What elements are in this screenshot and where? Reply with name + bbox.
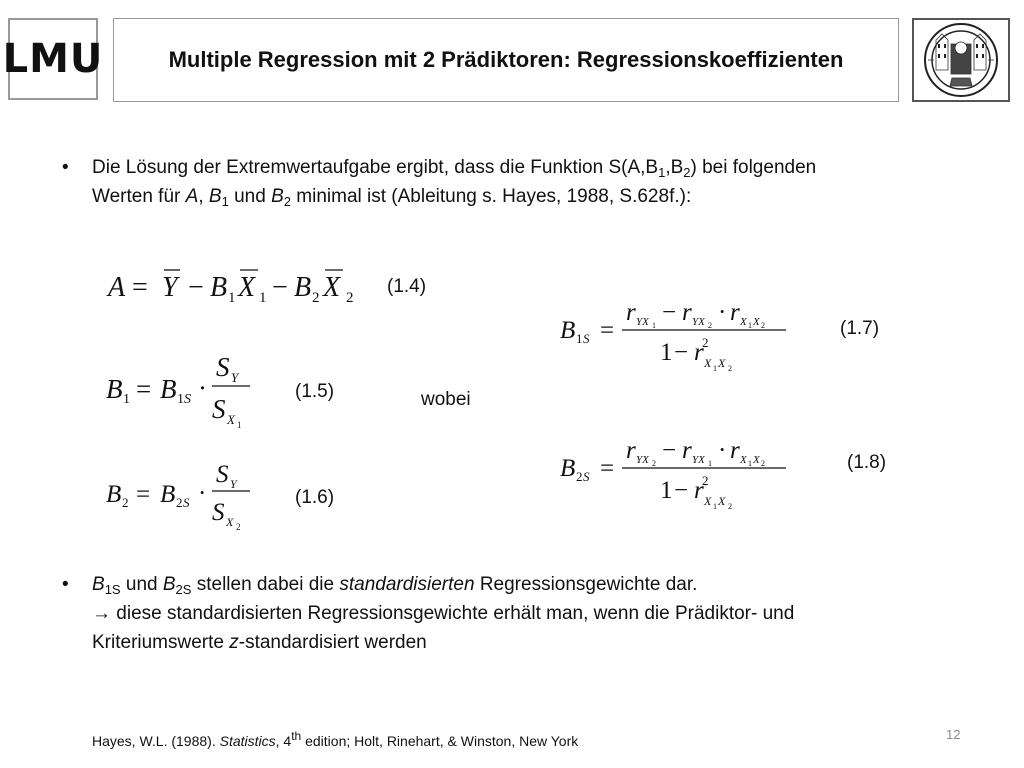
svg-text:A: A bbox=[108, 272, 126, 303]
svg-text:X: X bbox=[740, 454, 747, 466]
wobei-text: wobei bbox=[421, 389, 471, 410]
svg-text:X: X bbox=[323, 272, 341, 303]
svg-text:1: 1 bbox=[713, 502, 717, 511]
svg-text:X: X bbox=[704, 494, 712, 508]
svg-text:1: 1 bbox=[708, 459, 712, 468]
svg-text:YX: YX bbox=[692, 454, 705, 466]
svg-text:B: B bbox=[160, 481, 176, 508]
svg-text:2: 2 bbox=[702, 473, 709, 488]
svg-text:2: 2 bbox=[761, 321, 765, 330]
svg-text:2: 2 bbox=[652, 459, 656, 468]
svg-text:B: B bbox=[210, 272, 228, 303]
svg-text:S: S bbox=[212, 499, 225, 526]
svg-text:S: S bbox=[216, 461, 229, 488]
university-seal bbox=[912, 18, 1010, 102]
svg-text:r: r bbox=[626, 437, 636, 464]
svg-text:S: S bbox=[183, 495, 190, 510]
svg-text:−: − bbox=[674, 477, 689, 504]
bullet-dot: • bbox=[62, 157, 69, 178]
svg-text:X: X bbox=[753, 454, 760, 466]
svg-text:1: 1 bbox=[576, 331, 583, 346]
svg-text:2: 2 bbox=[761, 459, 765, 468]
svg-text:1: 1 bbox=[713, 364, 717, 373]
bullet2-line3: Kriteriumswerte z-standardisiert werden bbox=[92, 632, 427, 653]
svg-text:=: = bbox=[600, 455, 615, 482]
svg-text:r: r bbox=[694, 477, 704, 504]
svg-text:B: B bbox=[106, 374, 123, 404]
svg-text:1: 1 bbox=[652, 321, 656, 330]
svg-text:·: · bbox=[198, 480, 207, 507]
bullet-dot: • bbox=[62, 574, 69, 595]
svg-text:X: X bbox=[718, 494, 726, 508]
equation-1-8 bbox=[556, 430, 806, 516]
svg-text:B: B bbox=[160, 374, 177, 404]
equation-1-5 bbox=[104, 346, 264, 436]
bullet2-line2: → diese standardisierten Regressionsgewichte erhält man, wenn die Prädiktor- und bbox=[92, 603, 795, 624]
svg-text:=: = bbox=[136, 481, 151, 508]
equation-label-1-5: (1.5) bbox=[295, 381, 335, 402]
equation-label-1-6: (1.6) bbox=[295, 487, 335, 508]
svg-text:X: X bbox=[740, 316, 747, 328]
svg-text:1: 1 bbox=[748, 459, 752, 468]
title-box bbox=[113, 18, 899, 102]
svg-text:2: 2 bbox=[728, 502, 732, 511]
seal-image-icon bbox=[914, 20, 1008, 100]
svg-text:S: S bbox=[212, 394, 226, 424]
svg-text:2: 2 bbox=[728, 364, 732, 373]
svg-text:S: S bbox=[583, 469, 590, 484]
svg-text:Y: Y bbox=[230, 477, 237, 491]
svg-text:·: · bbox=[718, 437, 727, 464]
svg-text:X: X bbox=[227, 412, 235, 427]
svg-text:X: X bbox=[226, 515, 234, 529]
svg-text:r: r bbox=[682, 299, 692, 326]
svg-text:X: X bbox=[704, 356, 712, 370]
svg-text:2: 2 bbox=[312, 290, 320, 306]
svg-text:2: 2 bbox=[176, 495, 183, 510]
svg-text:−: − bbox=[674, 339, 689, 366]
svg-text:2: 2 bbox=[236, 522, 241, 532]
svg-text:−: − bbox=[662, 437, 677, 464]
svg-text:1: 1 bbox=[748, 321, 752, 330]
svg-text:X: X bbox=[238, 272, 256, 303]
svg-text:r: r bbox=[730, 437, 740, 464]
svg-text:2: 2 bbox=[346, 290, 354, 306]
svg-text:YX: YX bbox=[636, 316, 649, 328]
svg-text:X: X bbox=[718, 356, 726, 370]
bullet2-line1: $B_{1S}$ und $B_{2S}$ stellen dabei die standardisierten Regressionsgewichte dar. bbox=[92, 574, 698, 597]
lmu-logo-text: LMU bbox=[2, 36, 104, 82]
svg-text:1: 1 bbox=[660, 477, 673, 504]
footnote-reference: Hayes, W.L. (1988). Statistics, 4th edition; Holt, Rinehart, & Winston, New York bbox=[92, 729, 579, 749]
svg-text:r: r bbox=[730, 299, 740, 326]
bullet1-line1: Die Lösung der Extremwertaufgabe ergibt, dass die Funktion $S(A,B_1,B_2)$ bei folgenden bbox=[92, 157, 817, 180]
svg-text:1: 1 bbox=[228, 290, 236, 306]
equation-label-1-8: (1.8) bbox=[847, 452, 887, 473]
svg-text:S: S bbox=[184, 392, 191, 407]
svg-text:=: = bbox=[132, 272, 148, 303]
svg-text:=: = bbox=[136, 374, 152, 404]
equation-label-1-7: (1.7) bbox=[840, 318, 880, 339]
svg-text:=: = bbox=[600, 317, 615, 344]
svg-text:1: 1 bbox=[177, 392, 184, 407]
equation-1-6 bbox=[104, 456, 264, 536]
svg-text:1: 1 bbox=[660, 339, 673, 366]
arrow-right-icon: → bbox=[92, 603, 111, 624]
svg-text:r: r bbox=[682, 437, 692, 464]
svg-text:r: r bbox=[694, 339, 704, 366]
svg-text:S: S bbox=[583, 331, 590, 346]
svg-text:1: 1 bbox=[123, 392, 130, 407]
bullet1-line2: Werten für A, $B_1$ und $B_2$ minimal ist (Ableitung s. Hayes, 1988, S.628f.): bbox=[92, 186, 692, 209]
svg-text:YX: YX bbox=[692, 316, 705, 328]
svg-text:B: B bbox=[560, 455, 576, 482]
equation-1-4 bbox=[104, 262, 364, 312]
svg-text:2: 2 bbox=[708, 321, 712, 330]
svg-text:2: 2 bbox=[576, 469, 583, 484]
svg-text:B: B bbox=[294, 272, 312, 303]
svg-text:Y: Y bbox=[162, 272, 178, 303]
page-title: Multiple Regression mit 2 Prädiktoren: Regressionskoeffizienten bbox=[168, 47, 844, 72]
equation-1-7 bbox=[556, 292, 806, 378]
svg-text:·: · bbox=[718, 299, 727, 326]
page-number: 12 bbox=[946, 727, 961, 742]
svg-text:YX: YX bbox=[636, 454, 649, 466]
svg-text:2: 2 bbox=[702, 335, 709, 350]
svg-text:X: X bbox=[753, 316, 760, 328]
svg-text:−: − bbox=[272, 272, 288, 303]
svg-text:S: S bbox=[216, 352, 230, 382]
svg-text:1: 1 bbox=[237, 420, 242, 430]
equation-label-1-4: (1.4) bbox=[387, 276, 427, 297]
svg-text:B: B bbox=[106, 481, 122, 508]
svg-text:2: 2 bbox=[122, 495, 129, 510]
svg-text:r: r bbox=[626, 299, 636, 326]
svg-text:−: − bbox=[188, 272, 204, 303]
svg-text:·: · bbox=[198, 373, 207, 403]
lmu-logo bbox=[2, 18, 104, 100]
svg-text:B: B bbox=[560, 317, 576, 344]
svg-text:1: 1 bbox=[259, 290, 267, 306]
svg-text:−: − bbox=[662, 299, 677, 326]
svg-text:Y: Y bbox=[231, 370, 239, 385]
